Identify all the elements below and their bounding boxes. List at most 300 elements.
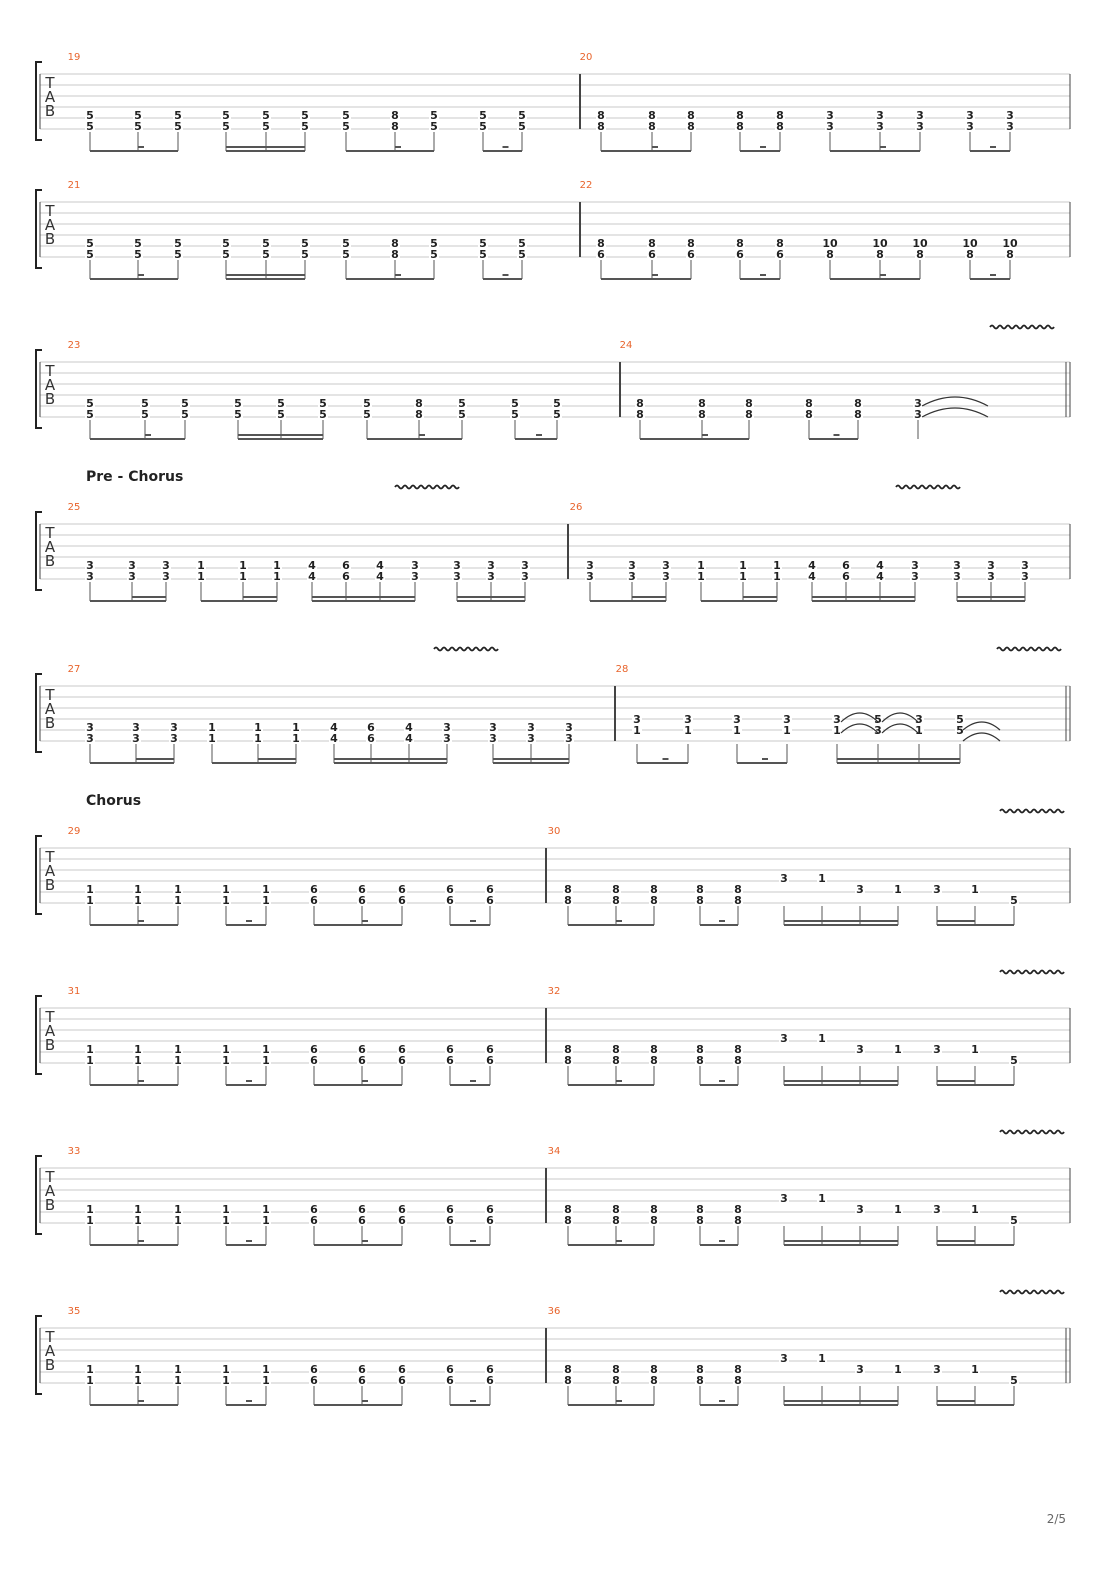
fret-number: 3 (411, 559, 419, 572)
fret-number: 8 (650, 1054, 658, 1067)
fret-number: 3 (876, 109, 884, 122)
fret-number: 3 (628, 559, 636, 572)
fret-number: 1 (86, 1214, 94, 1227)
tab-clef-letter: B (44, 1196, 56, 1214)
fret-number: 5 (956, 724, 964, 737)
fret-number: 6 (358, 1214, 366, 1227)
fret-number: 8 (597, 109, 605, 122)
fret-number: 3 (521, 559, 529, 572)
fret-number: 6 (486, 1363, 494, 1376)
fret-number: 4 (405, 721, 413, 734)
fret-number: 1 (894, 883, 902, 896)
fret-number: 1 (697, 559, 705, 572)
fret-number: 6 (310, 1203, 318, 1216)
fret-number: 8 (805, 408, 813, 421)
fret-number: 5 (479, 237, 487, 250)
fret-number: 1 (262, 1043, 270, 1056)
fret-number: 3 (128, 559, 136, 572)
fret-number: 1 (86, 1374, 94, 1387)
measure-number: 21 (67, 180, 81, 191)
fret-number: 3 (915, 713, 923, 726)
fret-number: 3 (914, 408, 922, 421)
fret-number: 8 (805, 397, 813, 410)
fret-number: 6 (842, 559, 850, 572)
page-number: 2/5 (1046, 1512, 1066, 1526)
fret-number: 5 (262, 120, 270, 133)
fret-number: 3 (733, 713, 741, 726)
fret-number: 1 (134, 1203, 142, 1216)
fret-number: 6 (358, 883, 366, 896)
tab-clef-letter: T (45, 362, 55, 380)
fret-number: 8 (687, 120, 695, 133)
tab-clef-letter: A (44, 1342, 56, 1360)
fret-number: 6 (842, 570, 850, 583)
fret-number: 6 (358, 894, 366, 907)
fret-number: 3 (565, 721, 573, 734)
fret-number: 1 (208, 732, 216, 745)
fret-number: 5 (301, 237, 309, 250)
tab-clef-letter: T (45, 1168, 55, 1186)
measure-number: 22 (579, 180, 593, 191)
fret-number: 1 (222, 1043, 230, 1056)
fret-number: 1 (818, 1192, 826, 1205)
fret-number: 5 (174, 248, 182, 261)
fret-number: 1 (273, 570, 281, 583)
fret-number: 6 (597, 248, 605, 261)
fret-number: 1 (773, 570, 781, 583)
fret-number: 5 (479, 109, 487, 122)
fret-number: 1 (262, 894, 270, 907)
fret-number: 3 (966, 120, 974, 133)
fret-number: 8 (597, 237, 605, 250)
fret-number: 8 (696, 1363, 704, 1376)
fret-number: 5 (553, 408, 561, 421)
fret-number: 1 (174, 1363, 182, 1376)
fret-number: 3 (933, 1043, 941, 1056)
measure-number: 36 (547, 1306, 561, 1317)
fret-number: 5 (277, 397, 285, 410)
fret-number: 3 (487, 559, 495, 572)
tab-clef-letter: T (45, 1328, 55, 1346)
fret-number: 10 (962, 237, 978, 250)
fret-number: 8 (564, 1214, 572, 1227)
fret-number: 8 (734, 1203, 742, 1216)
fret-number: 3 (489, 721, 497, 734)
fret-number: 8 (597, 120, 605, 133)
fret-number: 3 (162, 559, 170, 572)
fret-number: 5 (181, 397, 189, 410)
tab-system (36, 190, 1070, 279)
fret-number: 1 (818, 1352, 826, 1365)
measure-number: 35 (67, 1306, 81, 1317)
fret-number: 1 (971, 1203, 979, 1216)
tab-system (36, 1156, 1070, 1245)
fret-number: 6 (310, 1363, 318, 1376)
fret-number: 8 (650, 1363, 658, 1376)
fret-number: 8 (776, 237, 784, 250)
fret-number: 5 (518, 237, 526, 250)
fret-number: 8 (650, 1374, 658, 1387)
fret-number: 8 (391, 248, 399, 261)
fret-number: 8 (734, 883, 742, 896)
fret-number: 4 (376, 559, 384, 572)
tab-clef-letter: B (44, 1036, 56, 1054)
fret-number: 1 (262, 1374, 270, 1387)
fret-number: 6 (736, 248, 744, 261)
fret-number: 1 (174, 1043, 182, 1056)
fret-number: 1 (292, 732, 300, 745)
fret-number: 6 (398, 894, 406, 907)
fret-number: 5 (518, 109, 526, 122)
fret-number: 5 (1010, 1214, 1018, 1227)
fret-number: 6 (342, 570, 350, 583)
fret-number: 3 (1021, 570, 1029, 583)
fret-number: 10 (872, 237, 888, 250)
fret-number: 1 (254, 721, 262, 734)
tab-clef-letter: T (45, 1008, 55, 1026)
fret-number: 3 (162, 570, 170, 583)
fret-number: 6 (486, 1214, 494, 1227)
fret-number: 8 (650, 883, 658, 896)
measure-number: 34 (547, 1146, 561, 1157)
fret-number: 1 (262, 883, 270, 896)
fret-number: 1 (86, 1363, 94, 1376)
fret-number: 8 (696, 1203, 704, 1216)
fret-number: 1 (971, 1363, 979, 1376)
fret-number: 5 (458, 397, 466, 410)
fret-number: 3 (411, 570, 419, 583)
tab-system (36, 62, 1070, 151)
fret-number: 8 (854, 397, 862, 410)
fret-number: 5 (134, 109, 142, 122)
fret-number: 5 (479, 248, 487, 261)
fret-number: 5 (141, 408, 149, 421)
fret-number: 8 (564, 1054, 572, 1067)
fret-number: 5 (234, 397, 242, 410)
fret-number: 3 (662, 570, 670, 583)
fret-number: 1 (894, 1203, 902, 1216)
fret-number: 8 (564, 883, 572, 896)
fret-number: 8 (734, 1054, 742, 1067)
fret-number: 3 (916, 120, 924, 133)
fret-number: 3 (780, 1352, 788, 1365)
fret-number: 3 (86, 559, 94, 572)
fret-number: 6 (358, 1363, 366, 1376)
measure-number: 26 (569, 502, 583, 513)
fret-number: 5 (518, 248, 526, 261)
fret-number: 1 (134, 883, 142, 896)
fret-number: 3 (527, 721, 535, 734)
tab-clef-letter: B (44, 552, 56, 570)
fret-number: 5 (430, 248, 438, 261)
vibrato-mark (434, 648, 498, 651)
fret-number: 6 (358, 1203, 366, 1216)
fret-number: 5 (222, 248, 230, 261)
fret-number: 8 (650, 1043, 658, 1056)
fret-number: 1 (134, 1054, 142, 1067)
fret-number: 6 (310, 1043, 318, 1056)
fret-number: 1 (134, 894, 142, 907)
fret-number: 3 (933, 1203, 941, 1216)
fret-number: 1 (86, 883, 94, 896)
fret-number: 6 (486, 1054, 494, 1067)
fret-number: 3 (662, 559, 670, 572)
fret-number: 3 (914, 397, 922, 410)
fret-number: 1 (86, 1203, 94, 1216)
fret-number: 8 (734, 1363, 742, 1376)
fret-number: 1 (971, 883, 979, 896)
tab-system (36, 836, 1070, 925)
fret-number: 3 (856, 1043, 864, 1056)
fret-number: 5 (222, 120, 230, 133)
fret-number: 5 (174, 109, 182, 122)
fret-number: 6 (776, 248, 784, 261)
fret-number: 8 (564, 894, 572, 907)
fret-number: 10 (912, 237, 928, 250)
fret-number: 5 (511, 397, 519, 410)
measure-number: 30 (547, 826, 561, 837)
fret-number: 1 (783, 724, 791, 737)
fret-number: 3 (86, 732, 94, 745)
tab-clef-letter: B (44, 714, 56, 732)
fret-number: 3 (953, 570, 961, 583)
fret-number: 5 (134, 237, 142, 250)
fret-number: 1 (262, 1214, 270, 1227)
fret-number: 5 (86, 248, 94, 261)
fret-number: 4 (376, 570, 384, 583)
measure-number: 24 (619, 340, 633, 351)
fret-number: 5 (430, 237, 438, 250)
fret-number: 6 (648, 248, 656, 261)
fret-number: 5 (301, 109, 309, 122)
fret-number: 5 (1010, 1374, 1018, 1387)
fret-number: 6 (398, 1214, 406, 1227)
fret-number: 8 (734, 1214, 742, 1227)
fret-number: 1 (697, 570, 705, 583)
measure-number: 28 (615, 664, 629, 675)
tab-clef-letter: B (44, 390, 56, 408)
fret-number: 1 (174, 883, 182, 896)
fret-number: 6 (446, 1203, 454, 1216)
fret-number: 5 (262, 237, 270, 250)
fret-number: 8 (916, 248, 924, 261)
fret-number: 3 (1021, 559, 1029, 572)
fret-number: 3 (780, 872, 788, 885)
fret-number: 6 (446, 1054, 454, 1067)
fret-number: 3 (86, 721, 94, 734)
fret-number: 1 (733, 724, 741, 737)
fret-number: 8 (696, 1374, 704, 1387)
fret-number: 8 (564, 1374, 572, 1387)
fret-number: 10 (822, 237, 838, 250)
fret-number: 5 (430, 109, 438, 122)
fret-number: 5 (342, 109, 350, 122)
fret-number: 1 (197, 570, 205, 583)
fret-number: 5 (458, 408, 466, 421)
fret-number: 6 (358, 1054, 366, 1067)
fret-number: 4 (308, 570, 316, 583)
fret-number: 3 (911, 559, 919, 572)
fret-number: 8 (687, 237, 695, 250)
tab-clef-letter: A (44, 88, 56, 106)
fret-number: 3 (443, 721, 451, 734)
fret-number: 1 (174, 1214, 182, 1227)
fret-number: 5 (174, 237, 182, 250)
fret-number: 1 (197, 559, 205, 572)
fret-number: 8 (650, 1214, 658, 1227)
tab-clef-letter: B (44, 1356, 56, 1374)
fret-number: 5 (277, 408, 285, 421)
measure-number: 33 (67, 1146, 81, 1157)
fret-number: 3 (916, 109, 924, 122)
vibrato-mark (990, 326, 1054, 329)
fret-number: 6 (446, 1214, 454, 1227)
vibrato-mark (395, 486, 459, 489)
fret-number: 6 (486, 1043, 494, 1056)
fret-number: 6 (358, 1043, 366, 1056)
fret-number: 3 (780, 1032, 788, 1045)
fret-number: 1 (222, 1214, 230, 1227)
fret-number: 5 (511, 408, 519, 421)
vibrato-mark (997, 648, 1061, 651)
fret-number: 8 (1006, 248, 1014, 261)
fret-number: 1 (971, 1043, 979, 1056)
fret-number: 6 (310, 1214, 318, 1227)
fret-number: 6 (446, 1043, 454, 1056)
fret-number: 8 (612, 1374, 620, 1387)
fret-number: 6 (310, 1054, 318, 1067)
fret-number: 10 (1002, 237, 1018, 250)
fret-number: 3 (780, 1192, 788, 1205)
fret-number: 1 (633, 724, 641, 737)
measure-number: 19 (67, 52, 81, 63)
fret-number: 6 (398, 1043, 406, 1056)
fret-number: 5 (1010, 1054, 1018, 1067)
vibrato-mark (1000, 1291, 1064, 1294)
fret-number: 3 (1006, 120, 1014, 133)
fret-number: 3 (953, 559, 961, 572)
fret-number: 1 (739, 559, 747, 572)
tab-system (36, 350, 1070, 439)
fret-number: 8 (736, 109, 744, 122)
fret-number: 5 (1010, 894, 1018, 907)
fret-number: 3 (826, 120, 834, 133)
fret-number: 5 (342, 248, 350, 261)
fret-number: 5 (141, 397, 149, 410)
fret-number: 5 (222, 109, 230, 122)
fret-number: 6 (367, 721, 375, 734)
fret-number: 8 (612, 1214, 620, 1227)
tie-arc (922, 397, 988, 406)
fret-number: 3 (911, 570, 919, 583)
fret-number: 1 (174, 1203, 182, 1216)
tab-clef-letter: B (44, 230, 56, 248)
fret-number: 5 (479, 120, 487, 133)
fret-number: 8 (564, 1043, 572, 1056)
fret-number: 3 (874, 724, 882, 737)
slur-arc (841, 724, 878, 733)
fret-number: 6 (687, 248, 695, 261)
fret-number: 8 (698, 408, 706, 421)
fret-number: 8 (696, 883, 704, 896)
measure-number: 27 (67, 664, 81, 675)
fret-number: 1 (818, 1032, 826, 1045)
fret-number: 3 (833, 713, 841, 726)
vibrato-mark (1000, 810, 1064, 813)
fret-number: 8 (966, 248, 974, 261)
fret-number: 5 (430, 120, 438, 133)
section-label-chorus: Chorus (86, 793, 142, 809)
fret-number: 3 (586, 570, 594, 583)
fret-number: 5 (86, 408, 94, 421)
fret-number: 4 (405, 732, 413, 745)
fret-number: 1 (208, 721, 216, 734)
fret-number: 5 (134, 120, 142, 133)
vibrato-mark (896, 486, 960, 489)
fret-number: 8 (612, 1363, 620, 1376)
fret-number: 8 (648, 237, 656, 250)
fret-number: 8 (687, 109, 695, 122)
fret-number: 5 (222, 237, 230, 250)
fret-number: 8 (696, 894, 704, 907)
fret-number: 3 (933, 883, 941, 896)
tab-clef-letter: T (45, 686, 55, 704)
fret-number: 1 (292, 721, 300, 734)
fret-number: 3 (856, 1203, 864, 1216)
fret-number: 5 (553, 397, 561, 410)
fret-number: 6 (367, 732, 375, 745)
fret-number: 8 (648, 109, 656, 122)
tab-clef-letter: A (44, 216, 56, 234)
fret-number: 1 (134, 1214, 142, 1227)
fret-number: 1 (174, 894, 182, 907)
fret-number: 8 (734, 894, 742, 907)
tab-clef-letter: A (44, 1182, 56, 1200)
fret-number: 8 (854, 408, 862, 421)
fret-number: 6 (398, 883, 406, 896)
fret-number: 1 (818, 872, 826, 885)
fret-number: 5 (234, 408, 242, 421)
fret-number: 6 (398, 1374, 406, 1387)
fret-number: 8 (650, 894, 658, 907)
fret-number: 3 (684, 713, 692, 726)
fret-number: 6 (398, 1203, 406, 1216)
fret-number: 5 (319, 408, 327, 421)
fret-number: 3 (783, 713, 791, 726)
fret-number: 5 (518, 120, 526, 133)
tie-arc (963, 733, 1000, 741)
fret-number: 6 (310, 894, 318, 907)
fret-number: 6 (446, 894, 454, 907)
fret-number: 8 (736, 237, 744, 250)
fret-number: 3 (633, 713, 641, 726)
fret-number: 4 (808, 570, 816, 583)
fret-number: 1 (222, 1374, 230, 1387)
fret-number: 8 (415, 408, 423, 421)
tab-clef-letter: T (45, 848, 55, 866)
fret-number: 1 (134, 1374, 142, 1387)
fret-number: 5 (86, 397, 94, 410)
vibrato-mark (1000, 1131, 1064, 1134)
fret-number: 3 (527, 732, 535, 745)
fret-number: 8 (826, 248, 834, 261)
fret-number: 3 (453, 570, 461, 583)
tab-clef-letter: B (44, 876, 56, 894)
fret-number: 1 (273, 559, 281, 572)
measure-number: 23 (67, 340, 81, 351)
fret-number: 8 (736, 120, 744, 133)
tab-system (36, 996, 1070, 1085)
